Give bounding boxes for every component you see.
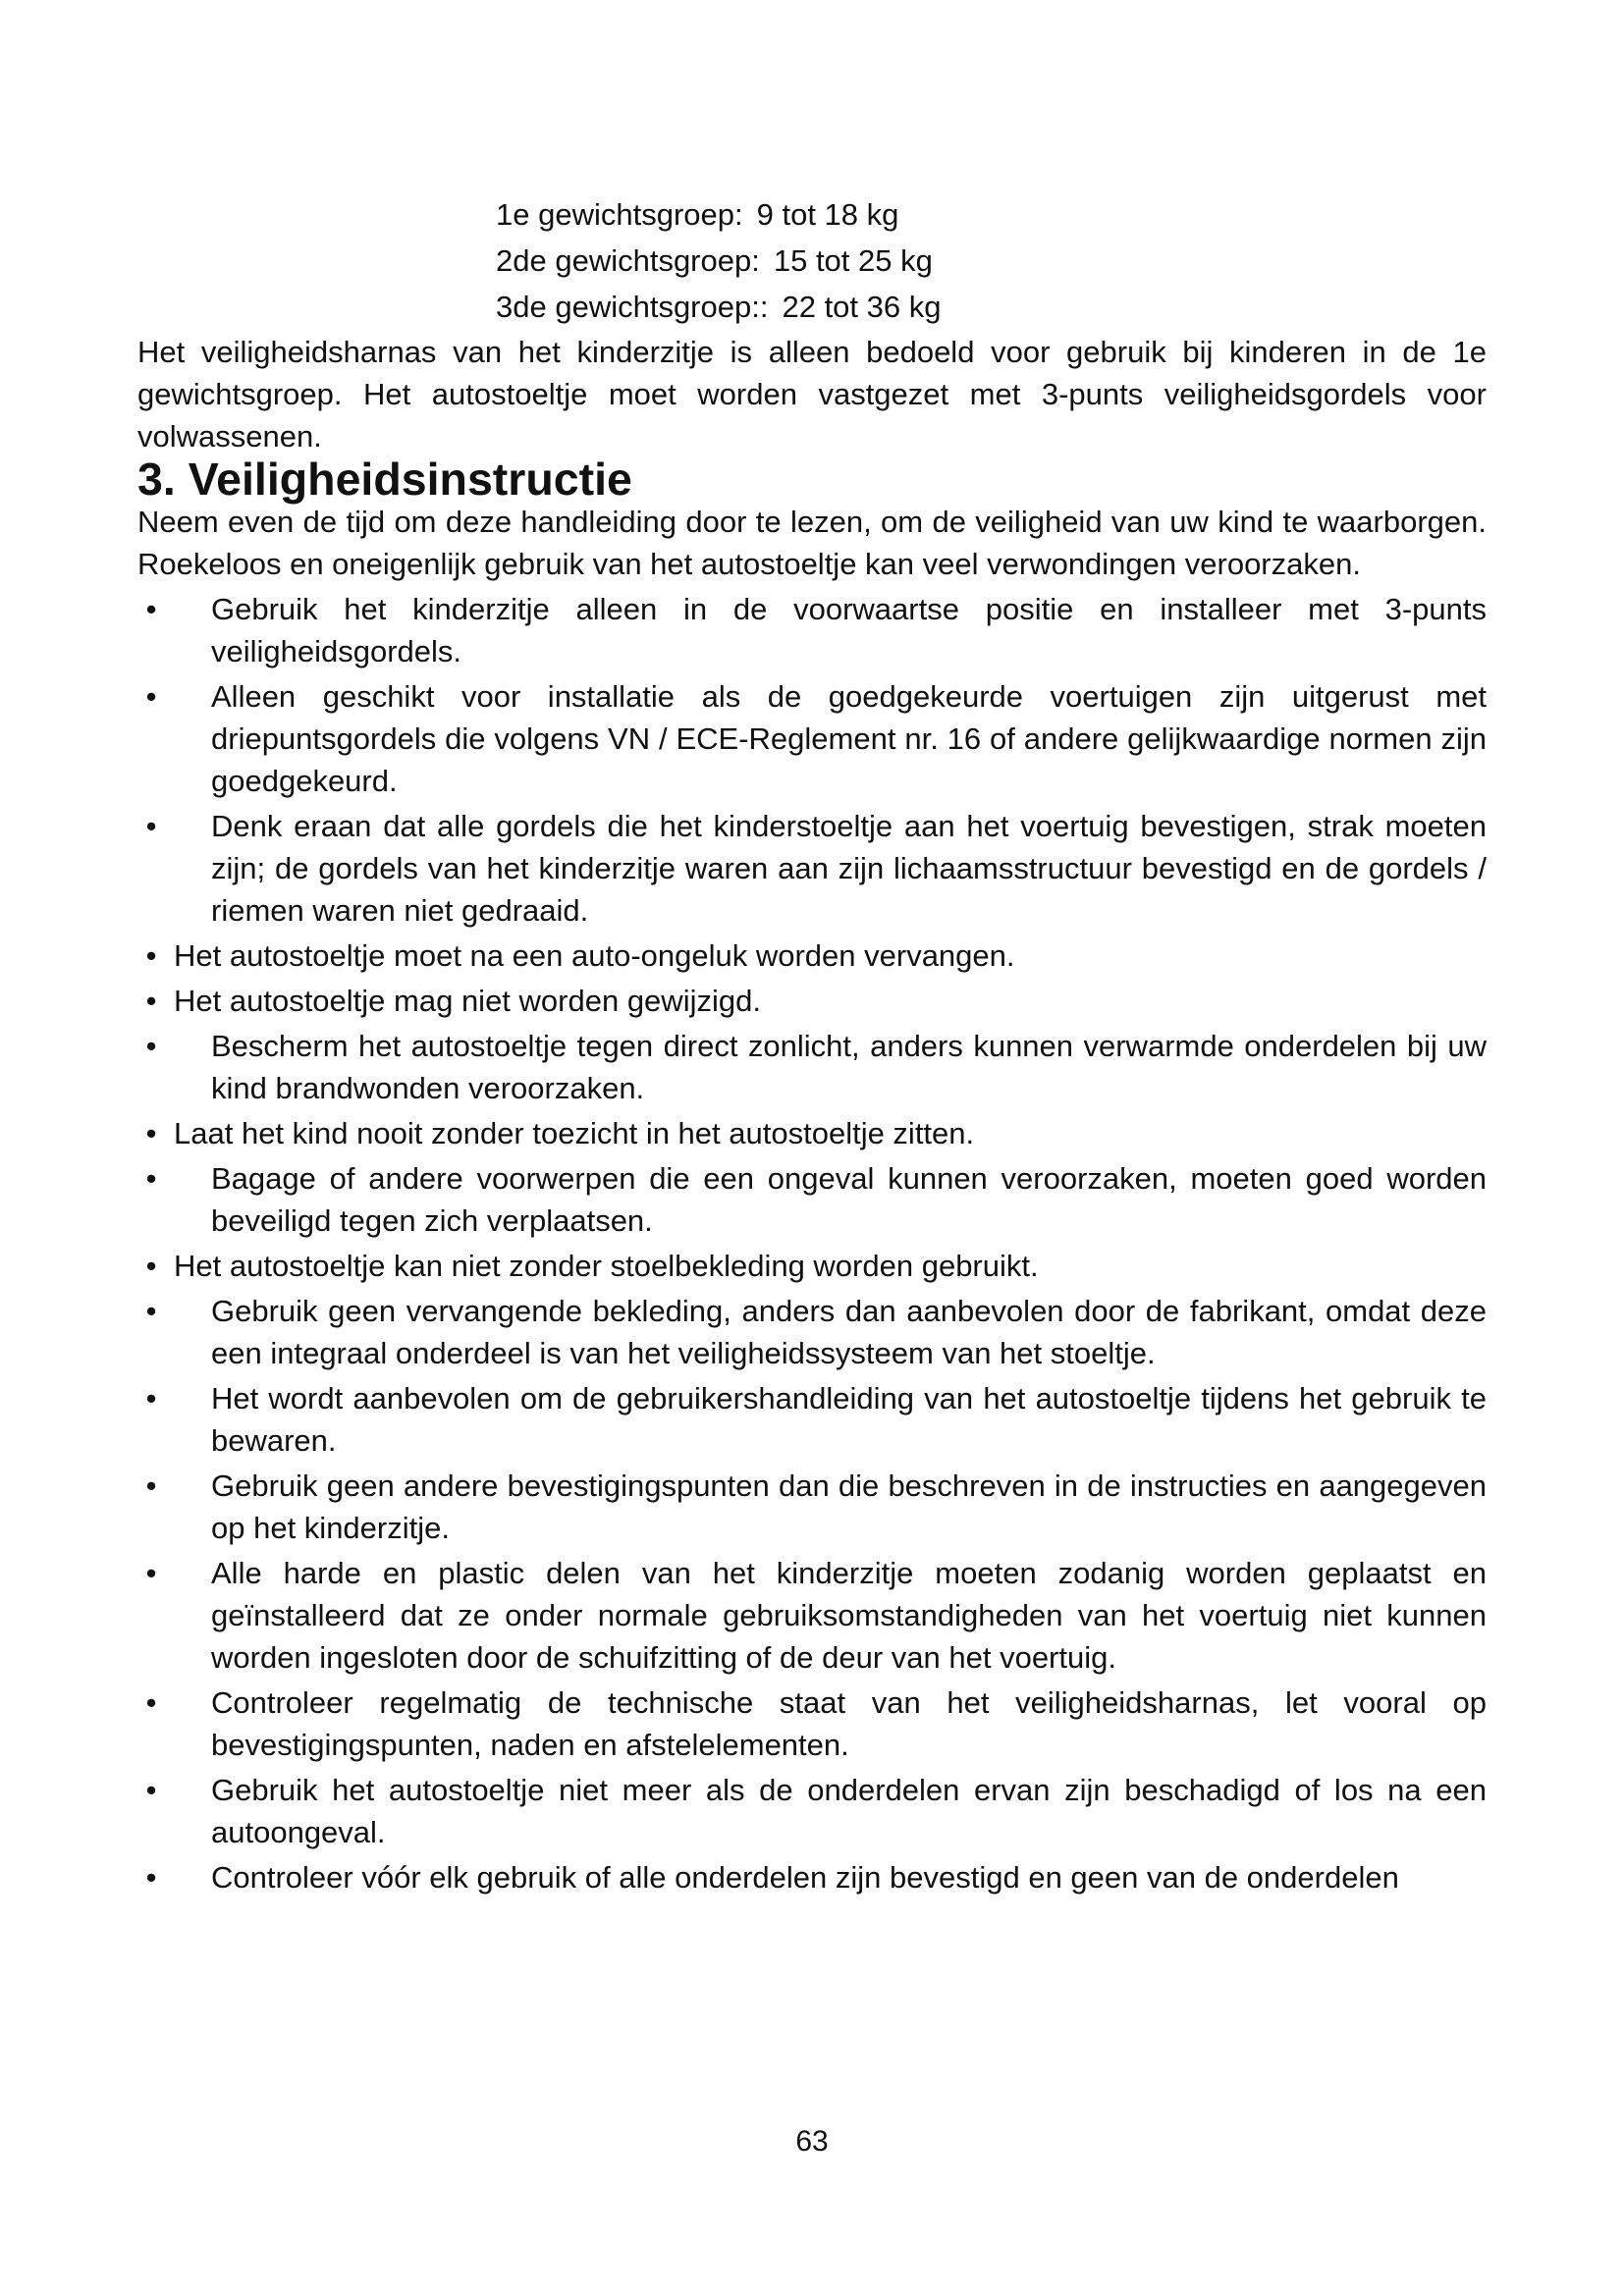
bullet-icon: •	[145, 1773, 157, 1807]
bullet-icon: •	[145, 1294, 157, 1328]
list-item	[137, 1290, 1487, 1374]
list-item-text: Het autostoeltje kan niet zonder stoelbekleding worden gebruikt.	[174, 1249, 1039, 1283]
bullet-icon: •	[145, 1161, 157, 1196]
weight-group-row	[496, 191, 941, 238]
weight-group-row	[496, 284, 941, 330]
list-item	[137, 1552, 1487, 1679]
weight-group-list	[496, 191, 941, 330]
page-content	[137, 331, 1487, 1898]
bullet-icon: •	[145, 1685, 157, 1720]
bullet-icon: •	[145, 938, 157, 973]
weight-group-label: 3de gewichtsgroep::	[496, 290, 769, 324]
list-item	[137, 980, 1487, 1022]
bullet-icon: •	[145, 592, 157, 626]
list-item-text: Gebruik geen vervangende bekleding, anders dan aanbevolen door de fabrikant, omdat deze een integraal onderdeel is van het veiligheidssysteem van het stoeltje.	[211, 1294, 1487, 1370]
page-number: 63	[795, 2125, 829, 2158]
weight-group-value: 22 tot 36 kg	[782, 290, 942, 324]
list-item	[137, 1465, 1487, 1549]
list-item	[137, 805, 1487, 932]
weight-group-value: 9 tot 18 kg	[756, 197, 899, 232]
list-item	[137, 1769, 1487, 1853]
list-item	[137, 675, 1487, 802]
safety-rule-list	[137, 588, 1487, 1898]
bullet-icon: •	[145, 809, 157, 843]
bullet-icon: •	[145, 1249, 157, 1283]
list-item-text: Het autostoeltje mag niet worden gewijzigd.	[174, 984, 761, 1018]
section-heading: 3. Veiligheidsinstructie	[137, 454, 632, 505]
list-item-text: Bescherm het autostoeltje tegen direct zonlicht, anders kunnen verwarmde onderdelen bij uw kind brandwonden veroorzaken.	[211, 1029, 1487, 1105]
list-item	[137, 934, 1487, 977]
list-item-text: Gebruik geen andere bevestigingspunten dan die beschreven in de instructies en aangegeven op het kinderzitje.	[211, 1468, 1487, 1545]
intro-paragraph: Het veiligheidsharnas van het kinderzitje is alleen bedoeld voor gebruik bij kinderen in de 1e gewichtsgroep. Het autostoeltje moet worden vastgezet met 3-punts veiligheidsgordels voor volwassenen.	[137, 335, 1487, 454]
bullet-icon: •	[145, 1381, 157, 1415]
bullet-icon: •	[145, 1556, 157, 1590]
list-item	[137, 1157, 1487, 1242]
list-item-text: Gebruik het kinderzitje alleen in de voorwaartse positie en installeer met 3-punts veiligheidsgordels.	[211, 592, 1487, 668]
weight-group-row	[496, 238, 941, 284]
bullet-icon: •	[145, 1116, 157, 1150]
list-item	[137, 1245, 1487, 1287]
bullet-icon: •	[145, 1029, 157, 1063]
bullet-icon: •	[145, 1468, 157, 1503]
bullet-icon: •	[145, 984, 157, 1018]
list-item-text: Het autostoeltje moet na een auto-ongeluk worden vervangen.	[174, 938, 1015, 973]
list-item-text: Denk eraan dat alle gordels die het kinderstoeltje aan het voertuig bevestigen, strak moeten zijn; de gordels van het kinderzitje waren aan zijn lichaamsstructuur bevestigd en de gordels / riemen waren niet gedraaid.	[211, 809, 1487, 928]
list-item-text: Gebruik het autostoeltje niet meer als de onderdelen ervan zijn beschadigd of los na een autoongeval.	[211, 1773, 1487, 1849]
list-item	[137, 1856, 1487, 1898]
list-item-text: Bagage of andere voorwerpen die een ongeval kunnen veroorzaken, moeten goed worden beveiligd tegen zich verplaatsen.	[211, 1161, 1487, 1238]
bullet-icon: •	[145, 1860, 157, 1895]
list-item	[137, 1112, 1487, 1154]
bullet-icon: •	[145, 679, 157, 714]
weight-group-label: 2de gewichtsgroep:	[496, 243, 760, 278]
list-item	[137, 1377, 1487, 1462]
list-item-text: Controleer regelmatig de technische staat van het veiligheidsharnas, let vooral op bevestigingspunten, naden en afstelelementen.	[211, 1685, 1487, 1762]
list-item-text: Laat het kind nooit zonder toezicht in het autostoeltje zitten.	[174, 1116, 975, 1150]
list-item-text: Alleen geschikt voor installatie als de goedgekeurde voertuigen zijn uitgerust met driepuntsgordels die volgens VN / ECE-Reglement nr. 16 of andere gelijkwaardige normen zijn goedgekeurd.	[211, 679, 1487, 798]
list-item-text: Controleer vóór elk gebruik of alle onderdelen zijn bevestigd en geen van de onderdelen	[211, 1860, 1399, 1895]
section-paragraph: Neem even de tijd om deze handleiding door te lezen, om de veiligheid van uw kind te waarborgen. Roekeloos en oneigenlijk gebruik van het autostoeltje kan veel verwondingen veroorzaken.	[137, 505, 1487, 581]
list-item-text: Het wordt aanbevolen om de gebruikershandleiding van het autostoeltje tijdens het gebruik te bewaren.	[211, 1381, 1487, 1458]
list-item-text: Alle harde en plastic delen van het kinderzitje moeten zodanig worden geplaatst en geïnstalleerd dat ze onder normale gebruiksomstandigheden van het voertuig niet kunnen worden ingesloten door de schuifzitting of de deur van het voertuig.	[211, 1556, 1487, 1675]
list-item	[137, 1025, 1487, 1109]
weight-group-value: 15 tot 25 kg	[773, 243, 933, 278]
weight-group-label: 1e gewichtsgroep:	[496, 197, 743, 232]
list-item	[137, 1682, 1487, 1766]
list-item	[137, 588, 1487, 672]
